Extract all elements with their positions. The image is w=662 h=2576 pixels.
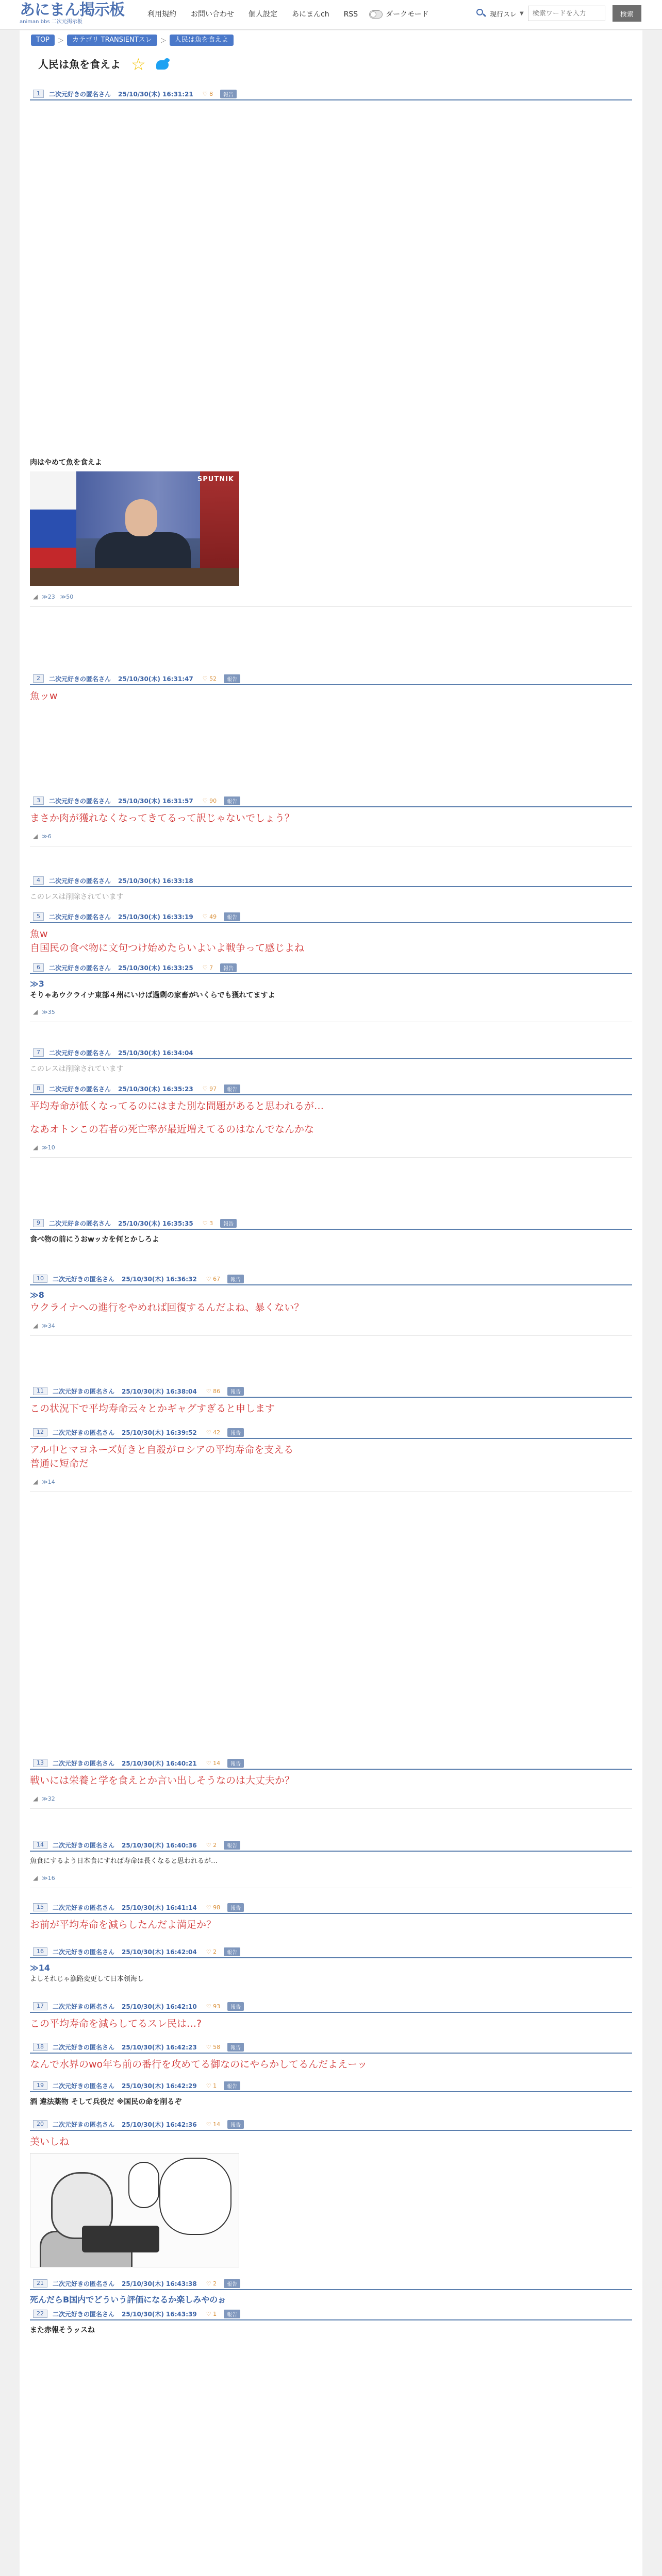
post-body (30, 100, 632, 586)
post-body (30, 1398, 632, 1416)
search-area (475, 5, 641, 22)
poster-name: 二次元好きの匿名さん (53, 2121, 115, 2128)
post-date: 25/10/30(木) 16:33:19 (118, 913, 193, 921)
like-button[interactable]: ♡ 97 (202, 1085, 217, 1092)
post-body (30, 2320, 632, 2336)
like-button[interactable]: ♡ 90 (202, 797, 217, 804)
post-header (30, 2002, 632, 2013)
post-number[interactable]: 6 (33, 963, 44, 972)
report-button[interactable]: 報告 (224, 674, 240, 683)
report-button[interactable]: 報告 (227, 2120, 244, 2129)
post-header (30, 1048, 632, 1059)
like-button[interactable]: ♡ 8 (202, 90, 213, 97)
post-number[interactable]: 2 (33, 674, 44, 683)
reply-icon: ◢ (33, 1795, 38, 1802)
post (30, 1758, 632, 1809)
post-header (30, 1428, 632, 1439)
reply-anchor-link[interactable]: ≫14 (30, 1963, 51, 1973)
post-header (30, 1947, 632, 1958)
post-date: 25/10/30(木) 16:42:04 (122, 1948, 197, 1956)
reply-icon: ◢ (33, 833, 38, 840)
search-input[interactable] (528, 6, 605, 21)
post-header (30, 796, 632, 807)
post-number[interactable]: 12 (33, 1428, 47, 1436)
poster-name: 二次元好きの匿名さん (49, 1219, 111, 1227)
post-header (30, 2309, 632, 2320)
poster-name: 二次元好きの匿名さん (49, 1049, 111, 1057)
post-header (30, 876, 632, 887)
post (30, 2309, 632, 2336)
post (30, 2120, 632, 2267)
post-header (30, 674, 632, 685)
reply-links (30, 1322, 632, 1336)
post-date: 25/10/30(木) 16:33:25 (118, 964, 193, 972)
reply-links (30, 1008, 632, 1022)
post-body (30, 1439, 632, 1471)
reply-links (30, 1795, 632, 1809)
breadcrumb-thread[interactable]: 人民は魚を食えよ (170, 35, 234, 46)
like-button[interactable]: ♡ 49 (202, 913, 217, 920)
post-text-line: このレスは削除されています (30, 893, 124, 901)
toggle-switch[interactable] (369, 10, 383, 19)
post-text-line: ウクライナへの進行をやめれば回復するんだよね、暴くない？ (30, 1302, 304, 1313)
post-number[interactable]: 5 (33, 912, 44, 921)
post-text-line: まさか肉が獲れなくなってきてるって訳じゃないでしょう？ (30, 812, 295, 824)
reply-icon: ◢ (33, 1008, 38, 1015)
post-body (30, 974, 632, 1001)
post (30, 1903, 632, 1932)
poster-name: 二次元好きの匿名さん (53, 2310, 115, 2318)
thread-header (38, 56, 171, 73)
post-date: 25/10/30(木) 16:43:39 (122, 2310, 197, 2318)
reply-icon: ◢ (33, 1478, 38, 1485)
report-button[interactable]: 報告 (227, 1759, 244, 1768)
reply-anchor-link[interactable]: ≫3 (30, 979, 44, 989)
post-number[interactable]: 1 (33, 90, 44, 98)
reply-link[interactable]: ≫32 (42, 1795, 55, 1802)
post (30, 2279, 632, 2306)
poster-name: 二次元好きの匿名さん (53, 2280, 115, 2287)
poster-name: 二次元好きの匿名さん (49, 90, 111, 98)
like-button[interactable]: ♡ 67 (206, 1275, 221, 1282)
reply-links (30, 1144, 632, 1158)
post-body (30, 2290, 632, 2306)
post-body (30, 1230, 632, 1245)
report-button[interactable]: 報告 (227, 2002, 244, 2011)
post-number[interactable]: 7 (33, 1048, 44, 1057)
post-number[interactable]: 8 (33, 1084, 44, 1093)
post (30, 1274, 632, 1336)
report-button[interactable]: 報告 (220, 963, 237, 972)
post-number[interactable]: 15 (33, 1903, 47, 1911)
post-text-line: 魚ッw (30, 690, 58, 702)
post-date: 25/10/30(木) 16:42:29 (122, 2082, 197, 2090)
post-date: 25/10/30(木) 16:42:36 (122, 2121, 197, 2128)
reply-link[interactable]: ≫34 (42, 1322, 55, 1329)
post (30, 1386, 632, 1416)
post-date: 25/10/30(木) 16:31:47 (118, 675, 193, 683)
reply-links (30, 1478, 632, 1492)
post (30, 89, 632, 607)
breadcrumb-sep: ＞ (58, 37, 64, 44)
reply-anchor-link[interactable]: ≫8 (30, 1290, 44, 1300)
post-text-line: 肉はやめて魚を食えよ (30, 459, 102, 467)
post-text-line: 美いしね (30, 2136, 70, 2147)
report-button[interactable]: 報告 (224, 2310, 240, 2318)
poster-name: 二次元好きの匿名さん (49, 797, 111, 805)
post-image[interactable] (30, 471, 239, 586)
report-button[interactable]: 報告 (227, 1387, 244, 1396)
search-scope-select[interactable]: 現行スレ (490, 10, 517, 19)
twitter-share-icon[interactable] (153, 57, 171, 72)
main-content (20, 30, 642, 2576)
like-button[interactable]: ♡ 2 (206, 1948, 217, 1955)
logo-title: あにまん掲示板 (20, 1, 124, 19)
favorite-star-icon[interactable]: ☆ (131, 55, 146, 74)
post-number[interactable]: 22 (33, 2310, 47, 2318)
post-text-line: 死んだらB国内でどういう評価になるか楽しみやのぉ (30, 2295, 226, 2304)
post-date: 25/10/30(木) 16:31:57 (118, 797, 193, 805)
report-button[interactable]: 報告 (227, 1428, 244, 1437)
post-date: 25/10/30(木) 16:41:14 (122, 1904, 197, 1911)
reply-links (30, 593, 632, 607)
report-button[interactable]: 報告 (224, 912, 240, 921)
post-text-line: 魚食にするよう日本食にすれば寿命は長くなると思われるが… (30, 1857, 218, 1865)
post (30, 2081, 632, 2108)
post (30, 1840, 632, 1888)
post-body (30, 807, 632, 825)
reply-link[interactable]: ≫6 (42, 833, 52, 840)
post-body (30, 2054, 632, 2072)
poster-name: 二次元好きの匿名さん (49, 877, 111, 885)
post (30, 912, 632, 955)
search-icon (475, 8, 487, 19)
post-text-line: このレスは削除されています (30, 1065, 124, 1073)
search-button[interactable]: 検索 (613, 5, 641, 22)
post-body (30, 2131, 632, 2267)
report-button[interactable]: 報告 (224, 1841, 240, 1850)
chevron-down-icon[interactable]: ▼ (520, 10, 524, 16)
post-header (30, 1386, 632, 1398)
post-body (30, 1852, 632, 1867)
report-button[interactable]: 報告 (227, 1903, 244, 1912)
post-date: 25/10/30(木) 16:36:32 (122, 1275, 197, 1283)
reply-link[interactable]: ≫16 (42, 1874, 55, 1882)
post-date: 25/10/30(木) 16:40:36 (122, 1841, 197, 1849)
post-header (30, 1218, 632, 1230)
dark-mode-toggle[interactable] (369, 8, 428, 21)
post-number[interactable]: 13 (33, 1759, 47, 1767)
report-button[interactable]: 報告 (227, 2043, 244, 2052)
post (30, 674, 632, 703)
breadcrumb-top[interactable]: TOP (31, 35, 55, 46)
post-number[interactable]: 19 (33, 2081, 47, 2090)
like-button[interactable]: ♡ 14 (206, 1759, 221, 1767)
nav-animanch[interactable]: あにまんch (292, 10, 329, 19)
poster-name: 二次元好きの匿名さん (49, 675, 111, 683)
post-text-line: また赤報そうッスね (30, 2326, 95, 2334)
post-body (30, 1770, 632, 1788)
poster-name: 二次元好きの匿名さん (53, 2003, 115, 2010)
post-date: 25/10/30(木) 16:39:52 (122, 1429, 197, 1436)
post-header (30, 1274, 632, 1285)
post-number[interactable]: 18 (33, 2043, 47, 2051)
post-date: 25/10/30(木) 16:40:21 (122, 1759, 197, 1767)
site-logo[interactable] (20, 2, 124, 25)
post-text-line: 普通に短命だ (30, 1458, 89, 1469)
post-date: 25/10/30(木) 16:42:23 (122, 2043, 197, 2051)
post-number[interactable]: 16 (33, 1947, 47, 1956)
reply-link[interactable]: ≫10 (42, 1144, 55, 1151)
post-body (30, 1958, 632, 1985)
like-button[interactable]: ♡ 98 (206, 1904, 221, 1911)
post-text-line: この状況下で平均寿命云々とかギャグすぎると申します (30, 1403, 275, 1414)
post-date: 25/10/30(木) 16:43:38 (122, 2280, 197, 2287)
post (30, 876, 632, 903)
post-body (30, 685, 632, 703)
poster-name: 二次元好きの匿名さん (53, 1429, 115, 1436)
poster-name: 二次元好きの匿名さん (49, 913, 111, 921)
post-date: 25/10/30(木) 16:33:18 (118, 877, 193, 885)
post-text-line: 酒 違法薬物 そして兵役だ ※国民の命を削るぞ (30, 2098, 182, 2106)
post-number[interactable]: 17 (33, 2002, 47, 2010)
post (30, 1084, 632, 1158)
post-text-line: 魚w (30, 928, 48, 940)
page-title: 人民は魚を食えよ (38, 58, 121, 71)
post-text-line: よしそれじゃ漁路変更して日本領海し (30, 1975, 144, 1983)
post-body (30, 1095, 632, 1137)
post-body (30, 1914, 632, 1932)
post-image[interactable] (30, 2153, 239, 2267)
post (30, 1947, 632, 1985)
report-button[interactable]: 報告 (220, 90, 237, 98)
post-header (30, 912, 632, 923)
like-button[interactable]: ♡ 86 (206, 1387, 221, 1395)
post (30, 2042, 632, 2072)
like-button[interactable]: ♡ 2 (206, 1841, 217, 1849)
like-button[interactable]: ♡ 1 (206, 2310, 217, 2317)
post-date: 25/10/30(木) 16:38:04 (122, 1387, 197, 1395)
post-header (30, 2042, 632, 2054)
post-header (30, 1840, 632, 1852)
post-header (30, 1084, 632, 1095)
reply-icon: ◢ (33, 593, 38, 600)
post-text-line: なあオトンこの若者の死亡率が最近増えてるのはなんでなんかな (30, 1124, 315, 1135)
reply-link[interactable]: ≫35 (42, 1008, 55, 1015)
nav-terms[interactable]: 利用規約 (147, 10, 176, 19)
post-header (30, 2279, 632, 2290)
post-number[interactable]: 3 (33, 796, 44, 805)
post-header (30, 2120, 632, 2131)
post-body (30, 2092, 632, 2108)
report-button[interactable]: 報告 (224, 1084, 240, 1093)
post-text-line: なんで水界のwo年ち前の番行を攻めてる御なのにやらかしてるんだよえーッ (30, 2059, 368, 2070)
report-button[interactable]: 報告 (224, 2279, 240, 2288)
breadcrumb-category[interactable]: カテゴリ TRANSIENTスレ (67, 35, 157, 46)
like-button[interactable]: ♡ 58 (206, 2043, 221, 2050)
poster-name: 二次元好きの匿名さん (53, 1948, 115, 1956)
post-body (30, 2013, 632, 2031)
poster-name: 二次元好きの匿名さん (53, 1841, 115, 1849)
like-button[interactable]: ♡ 42 (206, 1429, 221, 1436)
post-number[interactable]: 14 (33, 1841, 47, 1849)
poster-name: 二次元好きの匿名さん (53, 2082, 115, 2090)
like-button[interactable]: ♡ 7 (202, 964, 213, 971)
post-number[interactable]: 9 (33, 1219, 44, 1227)
breadcrumb-sep: ＞ (160, 37, 167, 44)
like-button[interactable]: ♡ 14 (206, 2121, 221, 2128)
post (30, 1218, 632, 1245)
like-button[interactable]: ♡ 2 (206, 2280, 217, 2287)
post (30, 1048, 632, 1075)
reply-links (30, 1874, 632, 1888)
breadcrumb (31, 35, 234, 46)
post-date: 25/10/30(木) 16:35:23 (118, 1085, 193, 1093)
nav-rss[interactable]: RSS (343, 10, 358, 19)
report-button[interactable]: 報告 (220, 1219, 237, 1228)
post (30, 1428, 632, 1492)
like-button[interactable]: ♡ 93 (206, 2003, 221, 2010)
post-number[interactable]: 20 (33, 2120, 47, 2128)
report-button[interactable]: 報告 (224, 796, 240, 805)
post-date: 25/10/30(木) 16:42:10 (122, 2003, 197, 2010)
post-body (30, 1285, 632, 1315)
poster-name: 二次元好きの匿名さん (49, 1085, 111, 1093)
site-header (0, 0, 662, 30)
post-body (30, 1059, 632, 1075)
reply-icon: ◢ (33, 1144, 38, 1151)
poster-name: 二次元好きの匿名さん (49, 964, 111, 972)
poster-name: 二次元好きの匿名さん (53, 1387, 115, 1395)
like-button[interactable]: ♡ 52 (202, 675, 217, 682)
top-nav (140, 8, 429, 21)
reply-link[interactable]: ≫50 (60, 593, 74, 600)
post-number[interactable]: 4 (33, 876, 44, 885)
post-text-line: 食べ物の前にうおwッカを何とかしろよ (30, 1235, 159, 1244)
post-text-line: 自国民の食べ物に文句つけ始めたらいよいよ戦争って感じよね (30, 942, 305, 954)
post-text-line: そりゃあウクライナ東部４州にいけば過剰の家畜がいくらでも獲れてますよ (30, 991, 275, 999)
post-header (30, 1758, 632, 1770)
nav-settings[interactable]: 個人設定 (249, 10, 277, 19)
post-text-line: 戦いには栄養と学を食えとか言い出しそうなのは大丈夫か？ (30, 1775, 295, 1786)
poster-name: 二次元好きの匿名さん (53, 1904, 115, 1911)
poster-name: 二次元好きの匿名さん (53, 1759, 115, 1767)
like-button[interactable]: ♡ 1 (206, 2082, 217, 2089)
poster-name: 二次元好きの匿名さん (53, 2043, 115, 2051)
post-header (30, 1903, 632, 1914)
post-text-line: アル中とマヨネーズ好きと自殺がロシアの平均寿命を支える (30, 1444, 294, 1455)
post-date: 25/10/30(木) 16:34:04 (118, 1049, 193, 1057)
post-number[interactable]: 21 (33, 2279, 47, 2287)
sputnik-watermark: SPUTNIK (197, 476, 234, 483)
post (30, 796, 632, 846)
post-number[interactable]: 10 (33, 1275, 47, 1283)
post-date: 25/10/30(木) 16:35:35 (118, 1219, 193, 1227)
post-header (30, 963, 632, 974)
post-number[interactable]: 11 (33, 1387, 47, 1395)
dark-mode-label: ダークモード (386, 10, 429, 19)
logo-subtitle: animan bbs 二次元掲示板 (20, 19, 82, 25)
post-header (30, 89, 632, 100)
post (30, 963, 632, 1022)
reply-links (30, 833, 632, 846)
post-body (30, 887, 632, 903)
reply-link[interactable]: ≫14 (42, 1478, 55, 1485)
post-header (30, 2081, 632, 2092)
poster-name: 二次元好きの匿名さん (53, 1275, 115, 1283)
report-button[interactable]: 報告 (227, 1275, 244, 1283)
post (30, 2002, 632, 2031)
reply-icon: ◢ (33, 1322, 38, 1329)
post-text-line: 平均寿命が低くなってるのにはまた別な問題があると思われるが… (30, 1100, 324, 1112)
reply-icon: ◢ (33, 1874, 38, 1882)
post-text-line: この平均寿命を減らしてるスレ民は…? (30, 2018, 202, 2029)
post-body (30, 923, 632, 955)
post-date: 25/10/30(木) 16:31:21 (118, 90, 193, 98)
like-button[interactable]: ♡ 3 (202, 1219, 213, 1227)
reply-link[interactable]: ≫23 (42, 593, 55, 600)
post-text-line: お前が平均寿命を減らしたんだよ満足か？ (30, 1919, 217, 1930)
nav-contact[interactable]: お問い合わせ (191, 10, 234, 19)
report-button[interactable]: 報告 (224, 1947, 240, 1956)
post-text-line (30, 1113, 632, 1123)
report-button[interactable]: 報告 (224, 2081, 240, 2090)
toggle-knob (370, 11, 376, 18)
